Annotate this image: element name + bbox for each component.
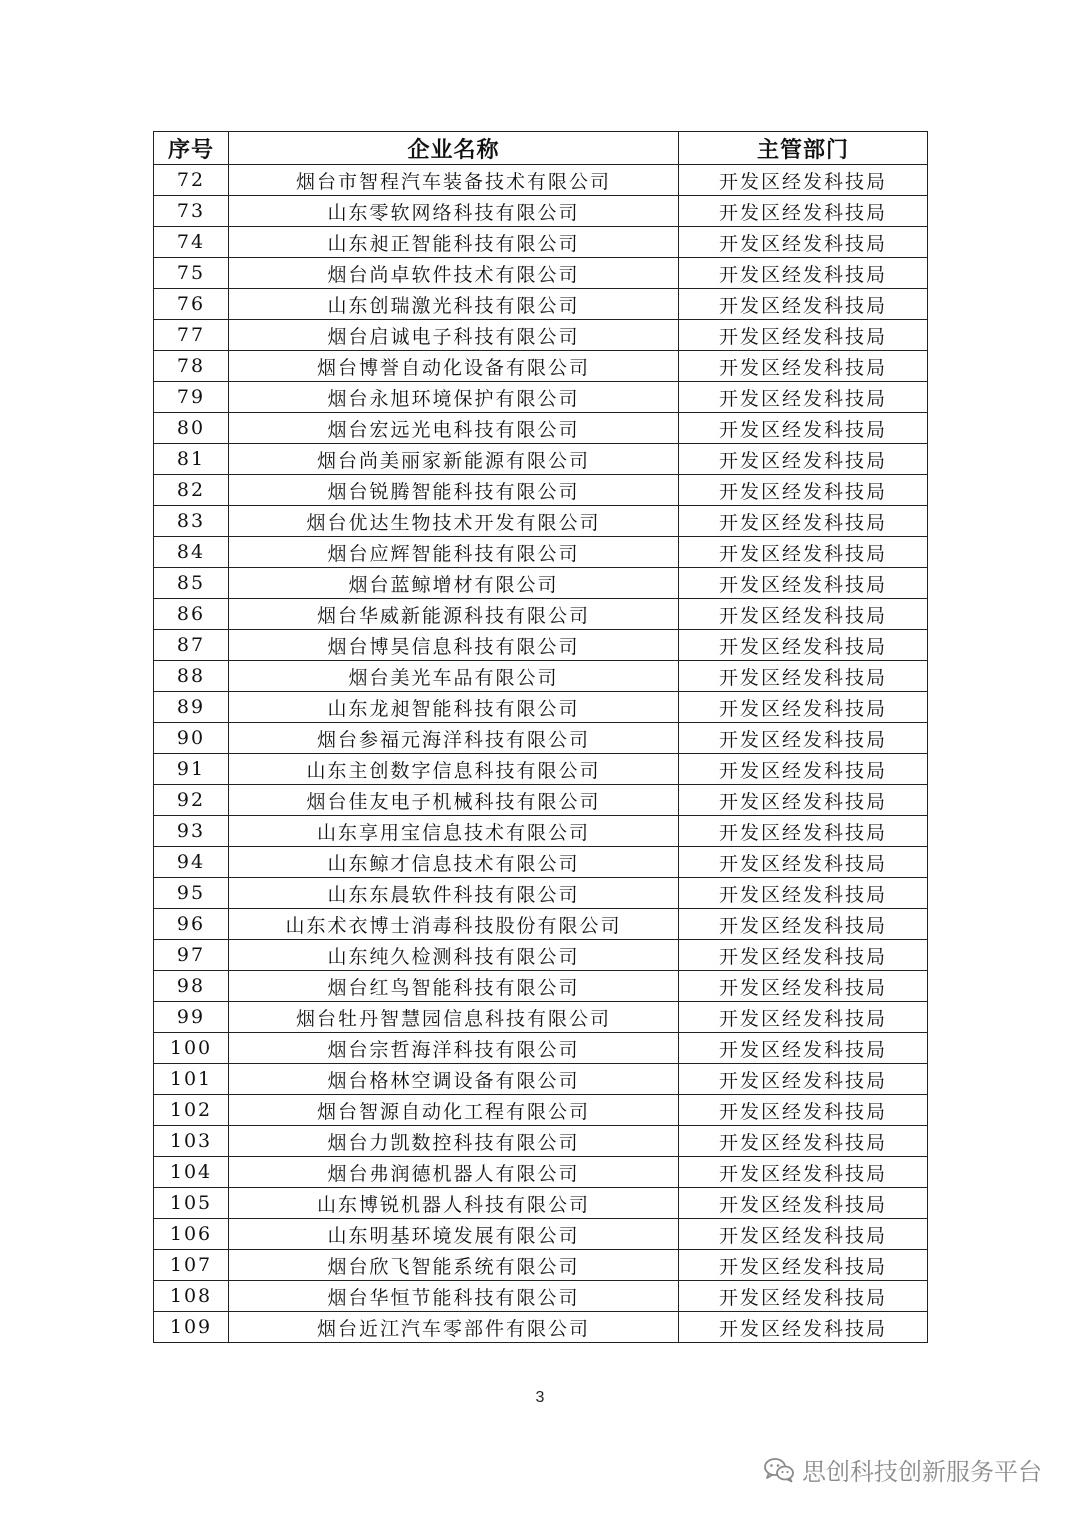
table-row bbox=[154, 816, 928, 847]
cell-company: 烟台智源自动化工程有限公司 bbox=[229, 1095, 679, 1126]
table-row bbox=[154, 351, 928, 382]
enterprise-table-container bbox=[153, 131, 927, 1343]
cell-company: 烟台宗哲海洋科技有限公司 bbox=[229, 1033, 679, 1064]
table-row bbox=[154, 320, 928, 351]
table-row bbox=[154, 940, 928, 971]
cell-seq: 74 bbox=[154, 227, 229, 258]
cell-company: 山东昶正智能科技有限公司 bbox=[229, 227, 679, 258]
cell-company: 烟台美光车品有限公司 bbox=[229, 661, 679, 692]
cell-dept: 开发区经发科技局 bbox=[679, 320, 928, 351]
cell-dept: 开发区经发科技局 bbox=[679, 1250, 928, 1281]
cell-company: 烟台博誉自动化设备有限公司 bbox=[229, 351, 679, 382]
cell-company: 山东零软网络科技有限公司 bbox=[229, 196, 679, 227]
cell-seq: 84 bbox=[154, 537, 229, 568]
cell-seq: 79 bbox=[154, 382, 229, 413]
cell-seq: 91 bbox=[154, 754, 229, 785]
cell-seq: 76 bbox=[154, 289, 229, 320]
table-row bbox=[154, 165, 928, 196]
table-row bbox=[154, 1033, 928, 1064]
table-row bbox=[154, 568, 928, 599]
header-dept: 主管部门 bbox=[679, 132, 928, 165]
cell-seq: 88 bbox=[154, 661, 229, 692]
table-row bbox=[154, 754, 928, 785]
cell-dept: 开发区经发科技局 bbox=[679, 1312, 928, 1343]
table-row bbox=[154, 196, 928, 227]
cell-dept: 开发区经发科技局 bbox=[679, 630, 928, 661]
cell-company: 山东主创数字信息科技有限公司 bbox=[229, 754, 679, 785]
cell-seq: 89 bbox=[154, 692, 229, 723]
table-row bbox=[154, 785, 928, 816]
cell-dept: 开发区经发科技局 bbox=[679, 1126, 928, 1157]
cell-dept: 开发区经发科技局 bbox=[679, 568, 928, 599]
cell-company: 山东龙昶智能科技有限公司 bbox=[229, 692, 679, 723]
cell-company: 山东创瑞激光科技有限公司 bbox=[229, 289, 679, 320]
enterprise-table bbox=[153, 131, 928, 1343]
cell-company: 烟台锐腾智能科技有限公司 bbox=[229, 475, 679, 506]
cell-dept: 开发区经发科技局 bbox=[679, 1064, 928, 1095]
cell-dept: 开发区经发科技局 bbox=[679, 351, 928, 382]
table-row bbox=[154, 599, 928, 630]
cell-company: 烟台宏远光电科技有限公司 bbox=[229, 413, 679, 444]
cell-company: 烟台优达生物技术开发有限公司 bbox=[229, 506, 679, 537]
table-row bbox=[154, 1126, 928, 1157]
cell-seq: 93 bbox=[154, 816, 229, 847]
cell-seq: 108 bbox=[154, 1281, 229, 1312]
cell-dept: 开发区经发科技局 bbox=[679, 909, 928, 940]
table-row bbox=[154, 382, 928, 413]
cell-company: 烟台蓝鲸增材有限公司 bbox=[229, 568, 679, 599]
cell-seq: 97 bbox=[154, 940, 229, 971]
cell-seq: 77 bbox=[154, 320, 229, 351]
cell-seq: 73 bbox=[154, 196, 229, 227]
cell-seq: 81 bbox=[154, 444, 229, 475]
cell-dept: 开发区经发科技局 bbox=[679, 196, 928, 227]
table-row bbox=[154, 847, 928, 878]
cell-company: 烟台力凯数控科技有限公司 bbox=[229, 1126, 679, 1157]
table-header-row bbox=[154, 132, 928, 165]
watermark-text: 思创科技创新服务平台 bbox=[802, 1458, 1042, 1486]
cell-seq: 99 bbox=[154, 1002, 229, 1033]
cell-dept: 开发区经发科技局 bbox=[679, 754, 928, 785]
table-row bbox=[154, 537, 928, 568]
cell-dept: 开发区经发科技局 bbox=[679, 940, 928, 971]
table-row bbox=[154, 878, 928, 909]
cell-dept: 开发区经发科技局 bbox=[679, 847, 928, 878]
table-row bbox=[154, 971, 928, 1002]
cell-dept: 开发区经发科技局 bbox=[679, 165, 928, 196]
cell-dept: 开发区经发科技局 bbox=[679, 413, 928, 444]
cell-dept: 开发区经发科技局 bbox=[679, 723, 928, 754]
cell-company: 烟台欣飞智能系统有限公司 bbox=[229, 1250, 679, 1281]
cell-dept: 开发区经发科技局 bbox=[679, 289, 928, 320]
cell-company: 烟台佳友电子机械科技有限公司 bbox=[229, 785, 679, 816]
wechat-icon bbox=[764, 1457, 794, 1483]
table-row bbox=[154, 227, 928, 258]
table-row bbox=[154, 661, 928, 692]
cell-dept: 开发区经发科技局 bbox=[679, 506, 928, 537]
watermark bbox=[764, 1452, 1042, 1487]
cell-seq: 94 bbox=[154, 847, 229, 878]
cell-seq: 107 bbox=[154, 1250, 229, 1281]
cell-seq: 104 bbox=[154, 1157, 229, 1188]
cell-dept: 开发区经发科技局 bbox=[679, 785, 928, 816]
cell-seq: 78 bbox=[154, 351, 229, 382]
cell-seq: 106 bbox=[154, 1219, 229, 1250]
cell-dept: 开发区经发科技局 bbox=[679, 227, 928, 258]
header-seq: 序号 bbox=[154, 132, 229, 165]
cell-company: 山东博锐机器人科技有限公司 bbox=[229, 1188, 679, 1219]
cell-company: 山东术衣博士消毒科技股份有限公司 bbox=[229, 909, 679, 940]
cell-seq: 105 bbox=[154, 1188, 229, 1219]
table-row bbox=[154, 1312, 928, 1343]
cell-company: 烟台尚卓软件技术有限公司 bbox=[229, 258, 679, 289]
cell-dept: 开发区经发科技局 bbox=[679, 661, 928, 692]
table-row bbox=[154, 289, 928, 320]
table-row bbox=[154, 909, 928, 940]
cell-company: 烟台近江汽车零部件有限公司 bbox=[229, 1312, 679, 1343]
cell-dept: 开发区经发科技局 bbox=[679, 1188, 928, 1219]
cell-dept: 开发区经发科技局 bbox=[679, 258, 928, 289]
cell-dept: 开发区经发科技局 bbox=[679, 1219, 928, 1250]
cell-dept: 开发区经发科技局 bbox=[679, 878, 928, 909]
cell-seq: 92 bbox=[154, 785, 229, 816]
cell-dept: 开发区经发科技局 bbox=[679, 382, 928, 413]
table-row bbox=[154, 1002, 928, 1033]
cell-company: 烟台华威新能源科技有限公司 bbox=[229, 599, 679, 630]
cell-dept: 开发区经发科技局 bbox=[679, 1157, 928, 1188]
cell-seq: 90 bbox=[154, 723, 229, 754]
cell-company: 烟台格林空调设备有限公司 bbox=[229, 1064, 679, 1095]
table-row bbox=[154, 413, 928, 444]
page-number: 3 bbox=[535, 1389, 545, 1406]
cell-dept: 开发区经发科技局 bbox=[679, 1281, 928, 1312]
cell-dept: 开发区经发科技局 bbox=[679, 971, 928, 1002]
cell-seq: 83 bbox=[154, 506, 229, 537]
cell-company: 山东明基环境发展有限公司 bbox=[229, 1219, 679, 1250]
cell-seq: 87 bbox=[154, 630, 229, 661]
table-row bbox=[154, 475, 928, 506]
cell-seq: 100 bbox=[154, 1033, 229, 1064]
cell-seq: 80 bbox=[154, 413, 229, 444]
cell-company: 烟台市智程汽车装备技术有限公司 bbox=[229, 165, 679, 196]
cell-company: 烟台红鸟智能科技有限公司 bbox=[229, 971, 679, 1002]
table-row bbox=[154, 1188, 928, 1219]
table-row bbox=[154, 506, 928, 537]
table-row bbox=[154, 258, 928, 289]
cell-company: 烟台永旭环境保护有限公司 bbox=[229, 382, 679, 413]
cell-seq: 96 bbox=[154, 909, 229, 940]
cell-dept: 开发区经发科技局 bbox=[679, 816, 928, 847]
table-row bbox=[154, 1095, 928, 1126]
cell-company: 烟台尚美丽家新能源有限公司 bbox=[229, 444, 679, 475]
cell-seq: 85 bbox=[154, 568, 229, 599]
cell-company: 山东纯久检测科技有限公司 bbox=[229, 940, 679, 971]
cell-dept: 开发区经发科技局 bbox=[679, 692, 928, 723]
cell-company: 烟台博昊信息科技有限公司 bbox=[229, 630, 679, 661]
table-row bbox=[154, 692, 928, 723]
cell-seq: 103 bbox=[154, 1126, 229, 1157]
cell-company: 山东东晨软件科技有限公司 bbox=[229, 878, 679, 909]
cell-company: 山东鲸才信息技术有限公司 bbox=[229, 847, 679, 878]
cell-dept: 开发区经发科技局 bbox=[679, 1002, 928, 1033]
cell-seq: 98 bbox=[154, 971, 229, 1002]
cell-company: 烟台应辉智能科技有限公司 bbox=[229, 537, 679, 568]
table-row bbox=[154, 1064, 928, 1095]
cell-dept: 开发区经发科技局 bbox=[679, 599, 928, 630]
table-row bbox=[154, 630, 928, 661]
cell-dept: 开发区经发科技局 bbox=[679, 1095, 928, 1126]
table-row bbox=[154, 1219, 928, 1250]
cell-dept: 开发区经发科技局 bbox=[679, 537, 928, 568]
table-row bbox=[154, 723, 928, 754]
table-row bbox=[154, 1281, 928, 1312]
cell-seq: 82 bbox=[154, 475, 229, 506]
cell-company: 烟台牡丹智慧园信息科技有限公司 bbox=[229, 1002, 679, 1033]
table-row bbox=[154, 1250, 928, 1281]
cell-company: 烟台启诚电子科技有限公司 bbox=[229, 320, 679, 351]
cell-seq: 86 bbox=[154, 599, 229, 630]
table-row bbox=[154, 1157, 928, 1188]
cell-company: 烟台参福元海洋科技有限公司 bbox=[229, 723, 679, 754]
cell-seq: 95 bbox=[154, 878, 229, 909]
cell-company: 烟台弗润德机器人有限公司 bbox=[229, 1157, 679, 1188]
cell-dept: 开发区经发科技局 bbox=[679, 475, 928, 506]
cell-seq: 75 bbox=[154, 258, 229, 289]
cell-dept: 开发区经发科技局 bbox=[679, 444, 928, 475]
table-body bbox=[154, 165, 928, 1343]
cell-seq: 101 bbox=[154, 1064, 229, 1095]
cell-seq: 109 bbox=[154, 1312, 229, 1343]
cell-company: 烟台华恒节能科技有限公司 bbox=[229, 1281, 679, 1312]
cell-seq: 102 bbox=[154, 1095, 229, 1126]
cell-company: 山东享用宝信息技术有限公司 bbox=[229, 816, 679, 847]
cell-dept: 开发区经发科技局 bbox=[679, 1033, 928, 1064]
header-company: 企业名称 bbox=[229, 132, 679, 165]
cell-seq: 72 bbox=[154, 165, 229, 196]
table-row bbox=[154, 444, 928, 475]
